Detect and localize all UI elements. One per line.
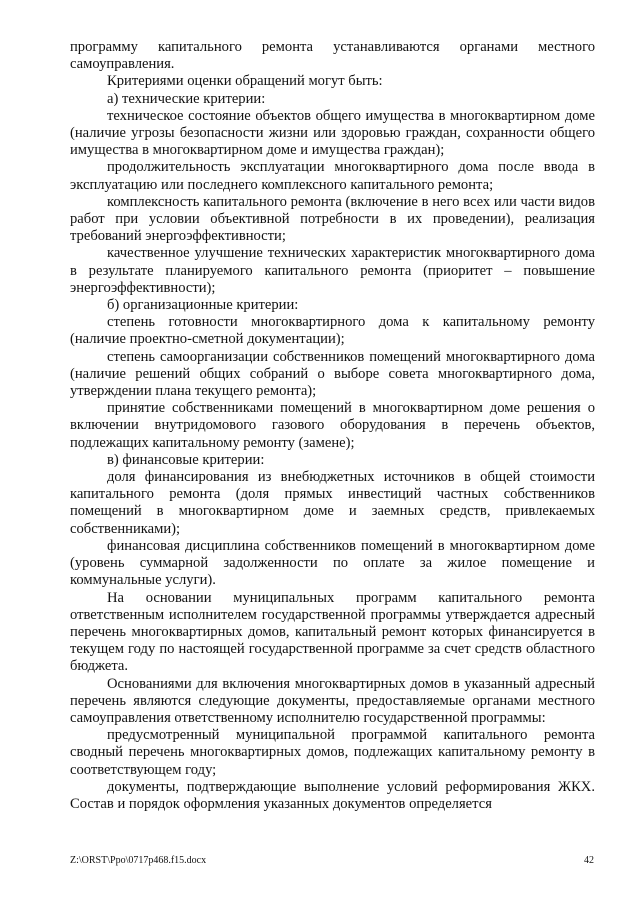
paragraph: продолжительность эксплуатации многоквартирного дома после ввода в эксплуатацию или последнего комплексного капитального ремонта; (70, 159, 595, 193)
paragraph: степень самоорганизации собственников помещений многоквартирного дома (наличие решений общих собраний о выборе совета многоквартирного дома, утверждении плана текущего ремонта); (70, 348, 595, 400)
paragraph: программу капитального ремонта устанавливаются органами местного самоуправления. (70, 39, 595, 73)
paragraph: техническое состояние объектов общего имущества в многоквартирном доме (наличие угрозы безопасности жизни или здоровью граждан, сохранности общего имущества в многоквартирном доме и имущества граждан); (70, 107, 595, 159)
paragraph: б) организационные критерии: (107, 297, 299, 314)
document-body (70, 39, 595, 813)
page-number: 42 (584, 855, 594, 866)
paragraph: предусмотренный муниципальной программой капитального ремонта сводный перечень многоквартирных домов, подлежащих капитальному ремонту в соответствующем году; (70, 727, 595, 778)
paragraph: принятие собственниками помещений в многоквартирном доме решения о включении внутридомового газового оборудования в перечень объектов, подлежащих капитальному ремонту (замене); (70, 400, 595, 451)
paragraph: Критериями оценки обращений могут быть: (107, 73, 383, 90)
paragraph: документы, подтверждающие выполнение условий реформирования ЖКХ. Состав и порядок оформления указанных документов определяется (70, 778, 595, 812)
paragraph: Основаниями для включения многоквартирных домов в указанный адресный перечень являются следующие документы, предоставляемые органами местного самоуправления ответственному исполнителю государственной программы: (70, 675, 595, 726)
footer-file-path: Z:\ORST\Ppo\0717p468.f15.docx (70, 855, 207, 866)
paragraph: а) технические критерии: (107, 90, 266, 107)
paragraph: финансовая дисциплина собственников помещений в многоквартирном доме (уровень суммарной задолженности по оплате за жилое помещение и коммунальные услуги). (70, 537, 595, 589)
paragraph: качественное улучшение технических характеристик многоквартирного дома в результате планируемого капитального ремонта (приоритет – повышение энергоэффективности); (70, 245, 595, 296)
paragraph: комплексность капитального ремонта (включение в него всех или части видов работ при условии объективной потребности в их проведении), реализация требований энергоэффективности; (70, 193, 595, 245)
paragraph: доля финансирования из внебюджетных источников в общей стоимости капитального ремонта (доля прямых инвестиций частных собственников помещений в многоквартирном доме и заемных средств, привлекаемых собственниками); (70, 469, 595, 537)
paragraph: На основании муниципальных программ капитального ремонта ответственным исполнителем государственной программы утверждается адресный перечень многоквартирных домов, капитальный ремонт которых финансируется в текущем году по настоящей государственной программе за счет средств областного бюджета. (70, 589, 595, 675)
paragraph: в) финансовые критерии: (107, 451, 265, 468)
paragraph: степень готовности многоквартирного дома к капитальному ремонту (наличие проектно-сметной документации); (70, 314, 595, 348)
